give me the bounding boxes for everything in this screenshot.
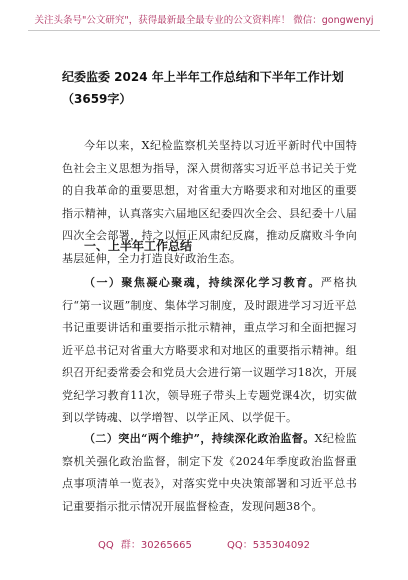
footer-contact xyxy=(0,536,408,551)
document-title: 纪委监委 2024 年上半年工作总结和下半年工作计划（3659字） xyxy=(62,70,344,106)
subsection-1-paragraph xyxy=(62,272,357,430)
section-heading: 一、上半年工作总结 xyxy=(84,239,193,253)
header-divider xyxy=(28,30,380,31)
footer-qq: QQ：535304092 xyxy=(227,540,311,551)
subsection-2-lead: （二）突出“两个维护”，持续深化政治监督。 xyxy=(84,432,315,445)
subsection-1 xyxy=(62,272,357,430)
subsection-2-text: X纪检监察机关强化政治监督，制定下发《2024年季度政治监督重点事项清单一览表》，对落实党中央决策部署和习近平总书记重要指示批示情况开展监督检查，发现问题38个。 xyxy=(62,432,357,513)
header-banner: 关注头条号"公文研究"，获得最新最全最专业的公文资料库！ 微信：gongwenyj xyxy=(34,15,374,26)
subsection-2-paragraph xyxy=(62,428,357,518)
subsection-1-lead: （一）聚焦凝心聚魂，持续深化学习教育。 xyxy=(84,276,321,289)
subsection-2 xyxy=(62,428,357,518)
subsection-1-text: 严格执行“第一议题”制度、集体学习制度，及时跟进学习习近平总书记重要讲话和重要指示批示精神，重点学习和全面把握习近平总书记对省重大方略要求和对地区的重要指示精神。组织召开纪委常委会和党员大会进行第一议题学习18次，开展党纪学习教育11次，领导班子带头上专题党课4次，切实做到以学铸魂、以学增智、以学正风、以学促干。 xyxy=(62,276,357,424)
footer-qq-group: QQ 群：30265665 xyxy=(97,540,192,551)
intro-text: 今年以来，X纪检监察机关坚持以习近平新时代中国特色社会主义思想为指导，深入贯彻落实习近平总书记关于党的自我革命的重要思想，对省重大方略要求和对地区的重要指示精神，认真落实六届地区纪委四次全会、县纪委十八届四次全会部署，持之以恒正风肃纪反腐，推动反腐败斗争向基层延伸，全力打造良好政治生态。 xyxy=(62,139,357,265)
